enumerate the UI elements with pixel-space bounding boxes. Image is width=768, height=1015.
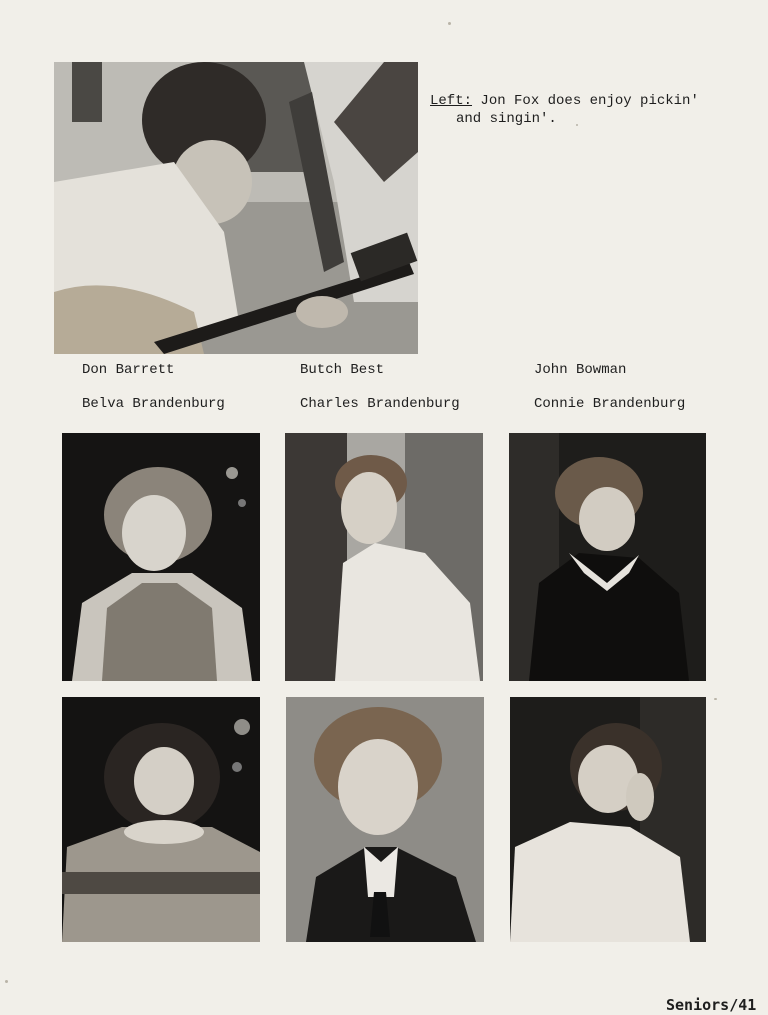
portrait-photo [62, 697, 260, 942]
portrait-photo [509, 433, 706, 681]
feature-caption [430, 92, 730, 128]
caption-lead: Left: [430, 93, 473, 109]
senior-name: Belva Brandenburg [82, 396, 225, 412]
portrait-photo [62, 433, 260, 681]
senior-name: Butch Best [300, 362, 385, 378]
caption-line-1: Jon Fox does enjoy pickin' [472, 93, 699, 109]
paper-speck [576, 124, 578, 126]
senior-name: Connie Brandenburg [534, 396, 686, 412]
portrait-photo [285, 433, 483, 681]
senior-name: Don Barrett [82, 362, 175, 378]
paper-speck [448, 22, 451, 25]
portrait-photo [286, 697, 484, 942]
caption-line-2: and singin'. [456, 111, 557, 127]
senior-name: John Bowman [534, 362, 627, 378]
paper-speck [5, 980, 8, 983]
senior-name: Charles Brandenburg [300, 396, 460, 412]
feature-photo-guitar [54, 62, 418, 354]
paper-speck [714, 698, 717, 700]
page-folio: Seniors/41 [666, 996, 757, 1014]
portrait-photo [510, 697, 706, 942]
